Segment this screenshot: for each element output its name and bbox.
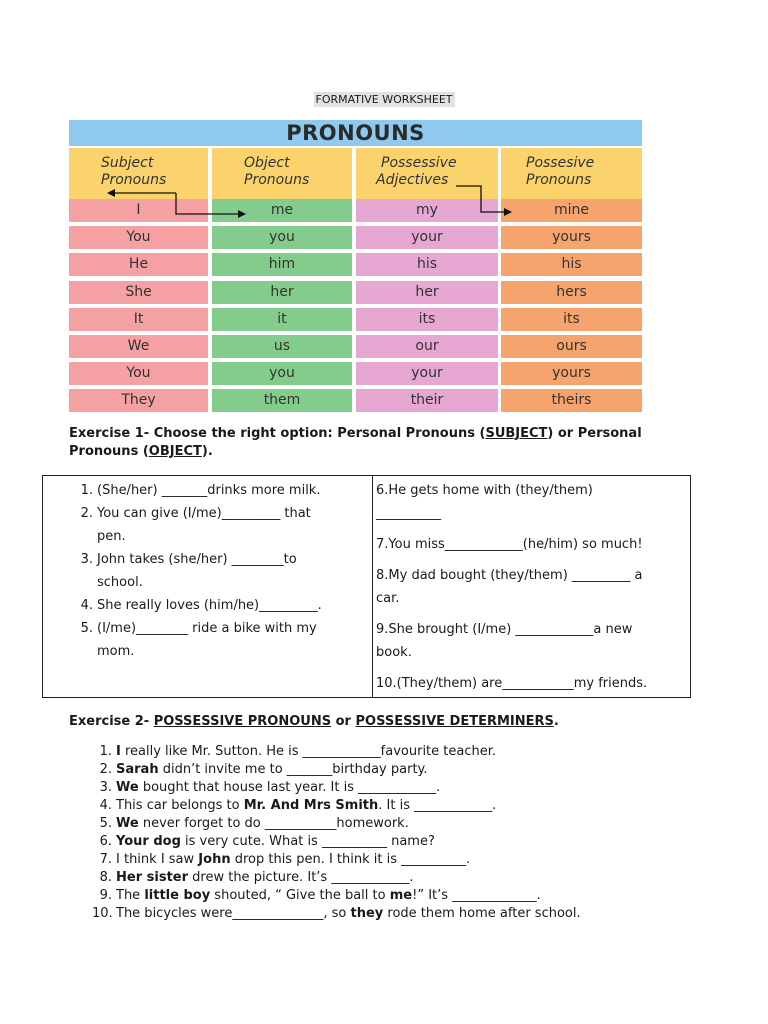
item-text: 8.My dad bought (they/them) _________ a [376, 568, 643, 583]
item-text: The bicycles were______________, so [116, 906, 351, 921]
item-text: You can give (I/me)_________ that [97, 506, 311, 521]
item-number: 1. [99, 744, 112, 759]
pronouns-chart [69, 120, 642, 413]
exercise1-item [376, 672, 688, 695]
exercise2-item [92, 851, 581, 869]
pronoun-cell: theirs [501, 389, 642, 412]
exercise1-subject-word: SUBJECT [485, 426, 548, 441]
pronoun-cell: You [69, 362, 208, 385]
bold-word: Mr. And Mrs Smith [243, 798, 379, 813]
item-text: didn’t invite me to _______birthday party. [158, 762, 428, 777]
bold-word: they [350, 906, 384, 921]
worksheet-title-text: FORMATIVE WORKSHEET [315, 93, 453, 106]
item-text: bought that house last year. It is ____________. [138, 780, 441, 795]
exercise2-item [92, 887, 581, 905]
item-number: 4. [80, 598, 93, 613]
bold-word: We [116, 816, 139, 831]
item-number: 5. [80, 621, 93, 636]
exercise1-title-text: ). [201, 444, 213, 459]
arrows-overlay [69, 120, 642, 230]
arrow-to-object [176, 193, 241, 214]
pronoun-cell: him [212, 253, 352, 276]
item-text: . It is ____________. [378, 798, 497, 813]
item-number: 10. [92, 906, 113, 921]
item-text: really like Mr. Sutton. He is ____________favourite teacher. [120, 744, 497, 759]
exercise1-item [376, 479, 688, 525]
exercise2-item [92, 779, 581, 797]
item-number: 2. [80, 506, 93, 521]
item-text: (She/her) _______drinks more milk. [97, 483, 321, 498]
item-text: rode them home after school. [383, 906, 581, 921]
pronoun-cell: your [356, 362, 498, 385]
pronoun-cell: you [212, 362, 352, 385]
item-text: 6.He gets home with (they/them) [376, 483, 593, 498]
exercise1-title [69, 425, 642, 461]
item-number: 1. [80, 483, 93, 498]
item-text: The [116, 888, 145, 903]
chart-heading: PRONOUNS [69, 120, 642, 146]
exercise1-item [376, 533, 688, 556]
pronoun-cell: their [356, 389, 498, 412]
item-text: (I/me)________ ride a bike with my [97, 621, 317, 636]
pronoun-cell: it [212, 308, 352, 331]
exercise1-object-word: OBJECT [148, 444, 202, 459]
arrow-head-right-icon [238, 210, 246, 218]
item-number: 3. [80, 552, 93, 567]
pronoun-cell: He [69, 253, 208, 276]
item-text: She really loves (him/he)_________. [97, 598, 322, 613]
item-text: __________ [376, 506, 441, 521]
item-text: shouted, “ Give the ball to [210, 888, 390, 903]
exercise1-item [73, 617, 363, 663]
pronoun-cell: yours [501, 362, 642, 385]
exercise1-title-text: Pronouns ( [69, 444, 149, 459]
column-header-line: Object [244, 155, 290, 171]
pronoun-cell: She [69, 281, 208, 304]
exercise1-item [376, 564, 688, 610]
bold-word: John [198, 852, 231, 867]
arrow-head-right-icon [504, 208, 512, 216]
bold-word: little boy [144, 888, 211, 903]
pronoun-cell: her [212, 281, 352, 304]
exercise2-title-text: or [331, 714, 356, 729]
exercise2-title-text: POSSESSIVE DETERMINERS [355, 714, 554, 729]
bold-word: I [116, 744, 121, 759]
item-text: 10.(They/them) are___________my friends. [376, 676, 648, 691]
pronoun-cell: yours [501, 226, 642, 249]
exercise1-item [73, 502, 363, 548]
pronoun-cell: them [212, 389, 352, 412]
item-number: 6. [99, 834, 112, 849]
column-header-line: Pronouns [244, 172, 310, 188]
pronoun-cell: its [501, 308, 642, 331]
item-text: never forget to do ___________homework. [138, 816, 409, 831]
bold-word: me [389, 888, 413, 903]
exercise2-item [92, 743, 581, 761]
item-text: drop this pen. I think it is __________. [230, 852, 471, 867]
exercise1-item [376, 618, 688, 664]
item-text: pen. [97, 529, 126, 544]
bold-word: We [116, 780, 139, 795]
pronoun-cell: my [356, 199, 498, 222]
pronoun-cell: You [69, 226, 208, 249]
pronoun-cell: us [212, 335, 352, 358]
exercise2-title [69, 713, 559, 731]
pronoun-cell: I [69, 199, 208, 222]
exercise1-right-list [376, 479, 688, 695]
item-text: This car belongs to [116, 798, 244, 813]
exercise1-item [73, 548, 363, 594]
column-header-line: Subject [101, 155, 154, 171]
exercise2-item [92, 761, 581, 779]
pronoun-cell: its [356, 308, 498, 331]
item-number: 2. [99, 762, 112, 777]
exercise2-item [92, 905, 581, 923]
pronoun-cell: It [69, 308, 208, 331]
pronoun-cell: his [356, 253, 498, 276]
exercise2-item [92, 815, 581, 833]
exercise1-left-list [73, 479, 363, 663]
column-header-line: Possessive [381, 155, 457, 171]
exercise2-item [92, 797, 581, 815]
bold-word: Her sister [116, 870, 189, 885]
column-header-line: Pronouns [526, 172, 592, 188]
column-header-line: Pronouns [101, 172, 167, 188]
item-text: is very cute. What is __________ name? [180, 834, 435, 849]
worksheet-title [0, 88, 768, 107]
item-text: school. [97, 575, 143, 590]
item-text: 7.You miss____________(he/him) so much! [376, 537, 643, 552]
pronoun-cell: They [69, 389, 208, 412]
item-number: 7. [99, 852, 112, 867]
exercise1-table [42, 475, 691, 698]
pronoun-cell: his [501, 253, 642, 276]
item-text: mom. [97, 644, 135, 659]
pronoun-cell: our [356, 335, 498, 358]
pronoun-cell: you [212, 226, 352, 249]
bold-word: Sarah [116, 762, 159, 777]
column-header-line: Adjectives [376, 172, 449, 188]
exercise1-title-text: Exercise 1- Choose the right option: Personal Pronouns ( [69, 426, 486, 441]
exercise1-item [73, 594, 363, 617]
item-text: drew the picture. It’s ____________. [188, 870, 414, 885]
item-text: I think I saw [116, 852, 199, 867]
exercise2-title-text: Exercise 2- [69, 714, 154, 729]
arrow-head-left-icon [107, 189, 115, 197]
item-text: 9.She brought (I/me) ____________a new [376, 622, 633, 637]
exercise2-title-text: . [553, 714, 559, 729]
item-number: 4. [99, 798, 112, 813]
pronoun-cell: me [212, 199, 352, 222]
item-text: John takes (she/her) ________to [97, 552, 297, 567]
item-number: 9. [99, 888, 112, 903]
item-number: 5. [99, 816, 112, 831]
bold-word: Your dog [116, 834, 181, 849]
item-number: 3. [99, 780, 112, 795]
pronoun-cell: mine [501, 199, 642, 222]
item-text: book. [376, 645, 412, 660]
item-text: !” It’s _____________. [412, 888, 541, 903]
column-divider [372, 476, 373, 697]
column-header-line: Possesive [526, 155, 595, 171]
exercise2-item [92, 833, 581, 851]
pronoun-cell: her [356, 281, 498, 304]
item-number: 8. [99, 870, 112, 885]
exercise2-item [92, 869, 581, 887]
pronoun-cell: hers [501, 281, 642, 304]
exercise1-item [73, 479, 363, 502]
exercise1-title-text: ) or Personal [547, 426, 642, 441]
pronoun-cell: your [356, 226, 498, 249]
exercise2-list [92, 743, 581, 923]
pronoun-cell: ours [501, 335, 642, 358]
exercise2-title-text: POSSESSIVE PRONOUNS [153, 714, 332, 729]
arrow-to-possessive [456, 186, 507, 212]
pronoun-cell: We [69, 335, 208, 358]
item-text: car. [376, 591, 400, 606]
